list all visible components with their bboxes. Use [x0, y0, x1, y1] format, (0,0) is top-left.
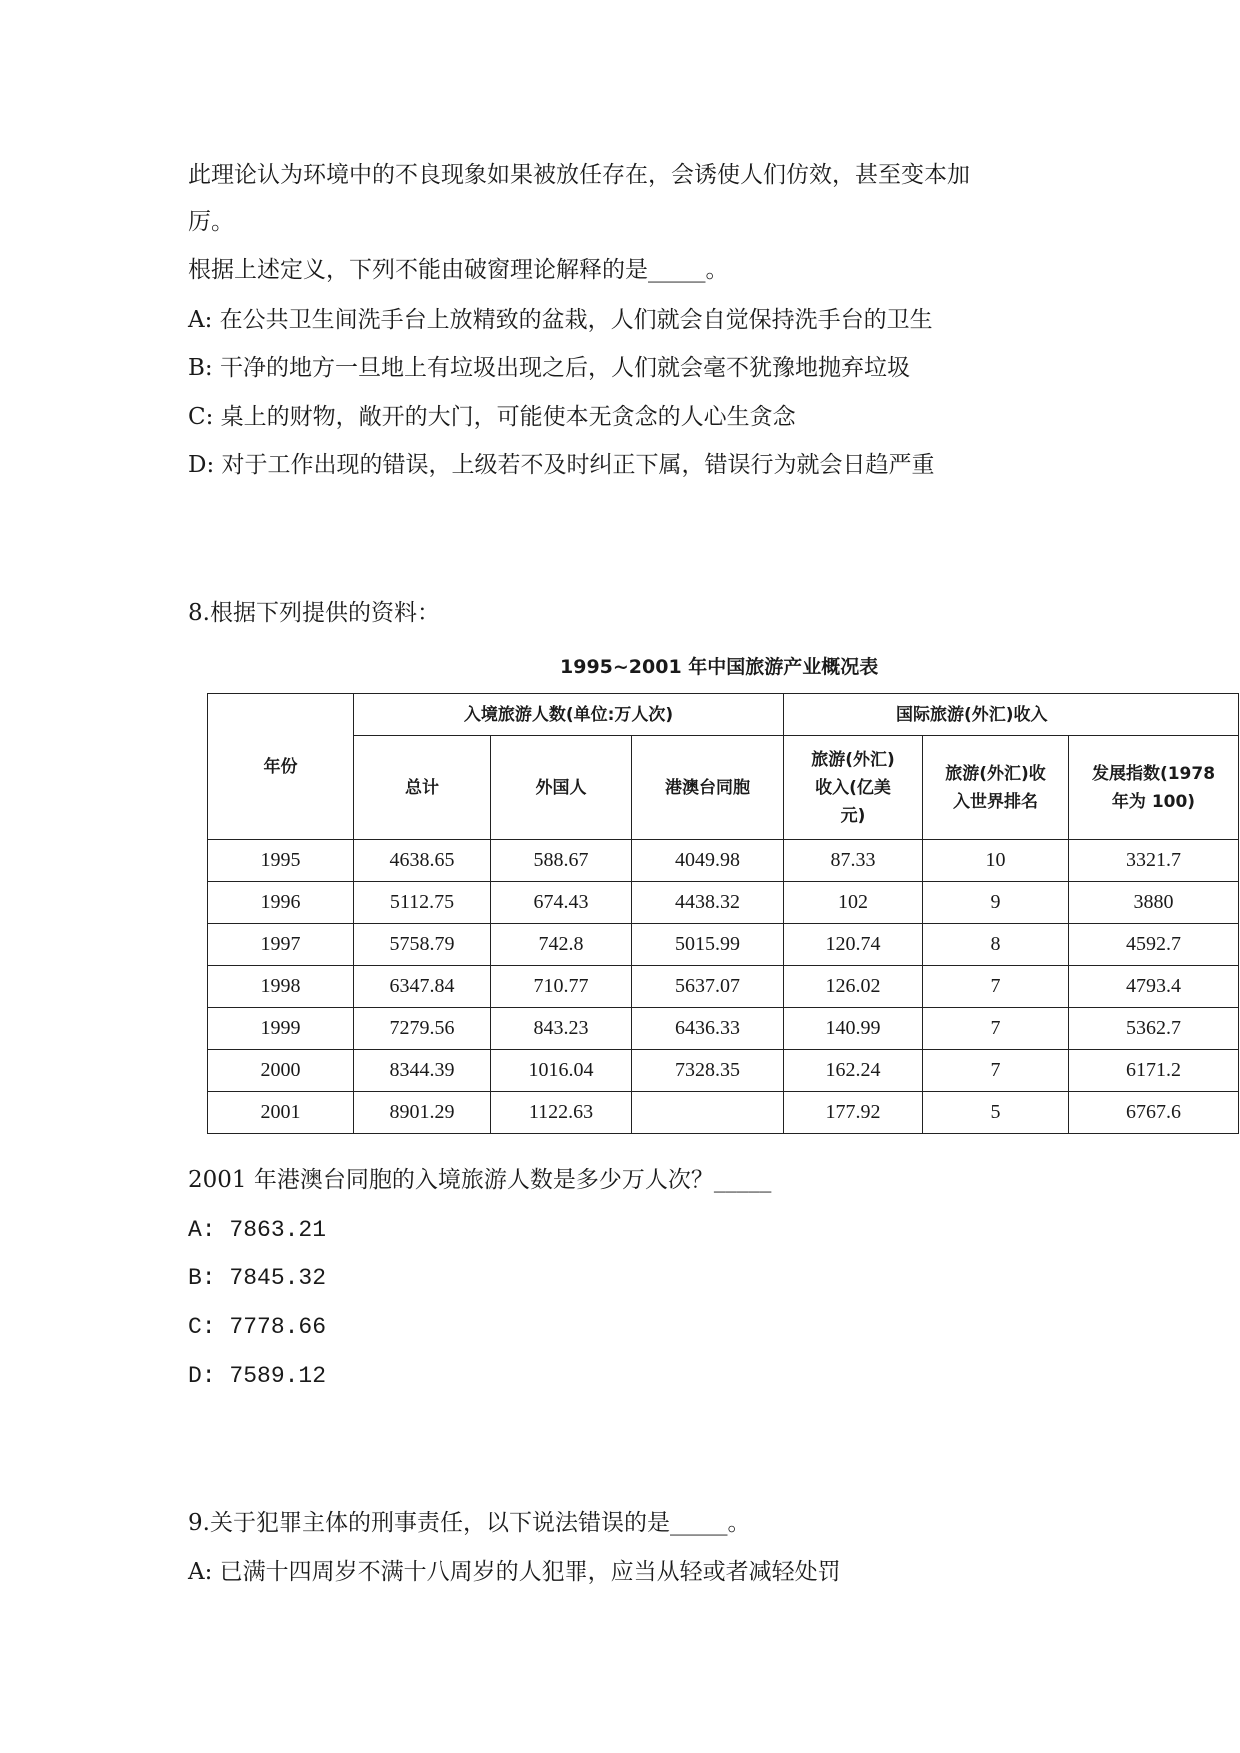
cell-hmt: 5015.99 — [632, 924, 784, 966]
header-total: 总计 — [354, 736, 491, 840]
header-index-line1: 发展指数(1978 — [1091, 763, 1216, 784]
cell-year: 1995 — [208, 840, 354, 882]
cell-income: 120.74 — [784, 924, 923, 966]
header-rank-line2: 入世界排名 — [953, 791, 1038, 812]
cell-year: 1997 — [208, 924, 354, 966]
cell-total: 5758.79 — [354, 924, 491, 966]
header-rank — [923, 736, 1069, 840]
cell-foreign: 742.8 — [491, 924, 632, 966]
header-income-line1: 旅游(外汇) — [811, 749, 895, 770]
header-index — [1069, 736, 1239, 840]
cell-income: 87.33 — [784, 840, 923, 882]
cell-hmt: 6436.33 — [632, 1008, 784, 1050]
cell-index: 3880 — [1069, 882, 1239, 924]
tourism-table — [207, 693, 1239, 1134]
table-row — [208, 966, 1239, 1008]
cell-year: 1996 — [208, 882, 354, 924]
header-index-line2: 年为 100) — [1111, 791, 1196, 812]
cell-rank: 10 — [923, 840, 1069, 882]
cell-income: 126.02 — [784, 966, 923, 1008]
cell-rank: 5 — [923, 1092, 1069, 1134]
cell-rank: 8 — [923, 924, 1069, 966]
cell-total: 8344.39 — [354, 1050, 491, 1092]
q8-question: 2001 年港澳台同胞的入境旅游人数是多少万人次？_____ — [188, 1167, 772, 1193]
table-row — [208, 1092, 1239, 1134]
table-row — [208, 1008, 1239, 1050]
cell-index: 3321.7 — [1069, 840, 1239, 882]
cell-foreign: 588.67 — [491, 840, 632, 882]
cell-index: 4793.4 — [1069, 966, 1239, 1008]
table-row — [208, 1050, 1239, 1092]
header-income-line2: 收入(亿美 — [815, 777, 891, 798]
q8-option-b: B: 7845.32 — [188, 1265, 327, 1291]
cell-income: 140.99 — [784, 1008, 923, 1050]
cell-total: 6347.84 — [354, 966, 491, 1008]
cell-income: 102 — [784, 882, 923, 924]
cell-income: 162.24 — [784, 1050, 923, 1092]
header-income-line3: 元) — [840, 805, 866, 826]
cell-year: 1998 — [208, 966, 354, 1008]
q7-text-line2: 厉。 — [188, 209, 234, 235]
header-income-group: 国际旅游(外汇)收入 — [784, 694, 1239, 736]
cell-hmt: 5637.07 — [632, 966, 784, 1008]
cell-rank: 9 — [923, 882, 1069, 924]
cell-income: 177.92 — [784, 1092, 923, 1134]
cell-index: 5362.7 — [1069, 1008, 1239, 1050]
cell-rank: 7 — [923, 966, 1069, 1008]
q8-option-c: C: 7778.66 — [188, 1314, 327, 1340]
cell-year: 2000 — [208, 1050, 354, 1092]
header-foreign: 外国人 — [491, 736, 632, 840]
cell-year: 1999 — [208, 1008, 354, 1050]
q7-stem: 根据上述定义，下列不能由破窗理论解释的是_____。 — [188, 257, 729, 283]
cell-hmt: 4438.32 — [632, 882, 784, 924]
table-body — [208, 840, 1239, 1134]
cell-foreign: 1122.63 — [491, 1092, 632, 1134]
cell-index: 4592.7 — [1069, 924, 1239, 966]
header-income — [784, 736, 923, 840]
cell-index: 6767.6 — [1069, 1092, 1239, 1134]
table-row — [208, 882, 1239, 924]
table-row — [208, 924, 1239, 966]
q9-stem: 9.关于犯罪主体的刑事责任，以下说法错误的是_____。 — [188, 1510, 751, 1536]
cell-hmt — [632, 1092, 784, 1134]
q9-option-a: A: 已满十四周岁不满十八周岁的人犯罪，应当从轻或者减轻处罚 — [188, 1559, 841, 1585]
q8-intro: 8.根据下列提供的资料： — [188, 600, 440, 626]
cell-total: 5112.75 — [354, 882, 491, 924]
cell-hmt: 7328.35 — [632, 1050, 784, 1092]
cell-foreign: 1016.04 — [491, 1050, 632, 1092]
q8-option-a: A: 7863.21 — [188, 1217, 327, 1243]
cell-total: 4638.65 — [354, 840, 491, 882]
cell-rank: 7 — [923, 1050, 1069, 1092]
q7-text-line1: 此理论认为环境中的不良现象如果被放任存在，会诱使人们仿效，甚至变本加 — [188, 162, 970, 188]
q7-option-b: B: 干净的地方一旦地上有垃圾出现之后，人们就会毫不犹豫地抛弃垃圾 — [188, 355, 910, 381]
header-hmt: 港澳台同胞 — [632, 736, 784, 840]
q7-option-a: A: 在公共卫生间洗手台上放精致的盆栽，人们就会自觉保持洗手台的卫生 — [188, 307, 933, 333]
cell-hmt: 4049.98 — [632, 840, 784, 882]
cell-foreign: 710.77 — [491, 966, 632, 1008]
cell-year: 2001 — [208, 1092, 354, 1134]
cell-index: 6171.2 — [1069, 1050, 1239, 1092]
q8-option-d: D: 7589.12 — [188, 1363, 327, 1389]
cell-rank: 7 — [923, 1008, 1069, 1050]
header-rank-line1: 旅游(外汇)收 — [945, 763, 1046, 784]
table-row — [208, 840, 1239, 882]
cell-foreign: 674.43 — [491, 882, 632, 924]
header-inbound-group: 入境旅游人数(单位:万人次) — [354, 694, 784, 736]
cell-total: 8901.29 — [354, 1092, 491, 1134]
cell-total: 7279.56 — [354, 1008, 491, 1050]
header-year: 年份 — [208, 694, 354, 840]
table-title: 1995~2001 年中国旅游产业概况表 — [560, 656, 879, 678]
cell-foreign: 843.23 — [491, 1008, 632, 1050]
q7-option-c: C: 桌上的财物，敞开的大门，可能使本无贪念的人心生贪念 — [188, 404, 796, 430]
q7-option-d: D: 对于工作出现的错误，上级若不及时纠正下属，错误行为就会日趋严重 — [188, 452, 935, 478]
